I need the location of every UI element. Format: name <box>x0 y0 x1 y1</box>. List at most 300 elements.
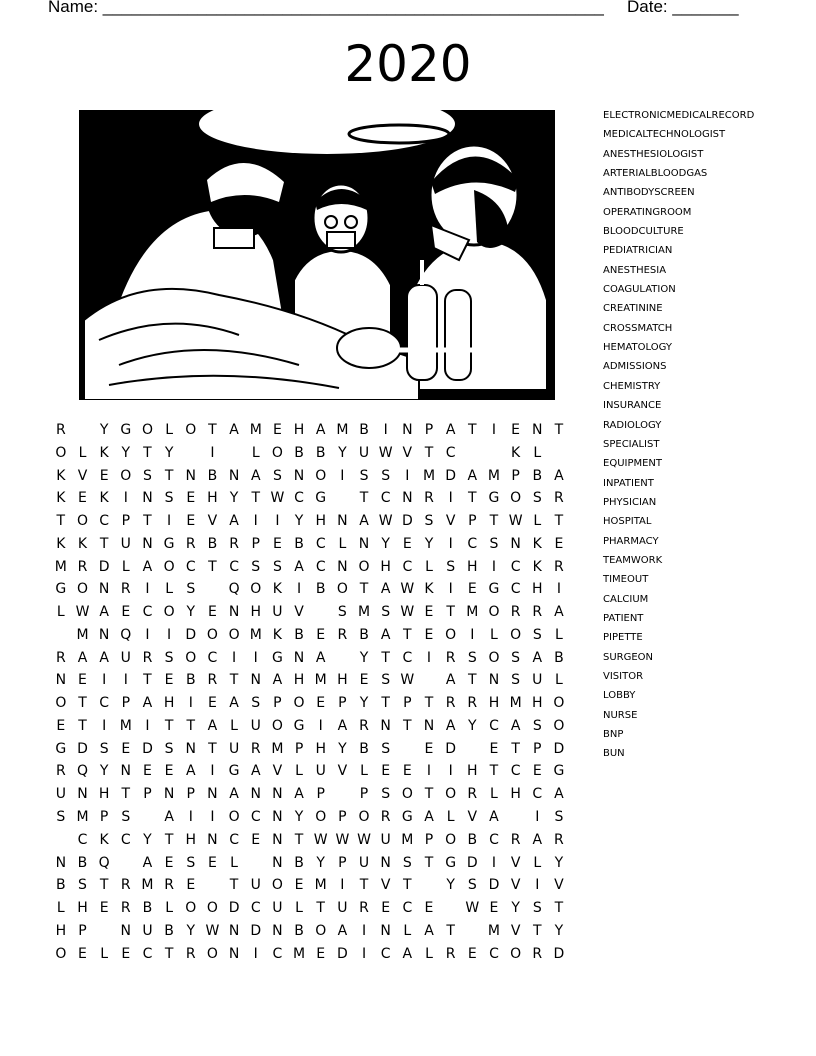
grid-letter[interactable]: O <box>185 900 197 917</box>
grid-letter[interactable]: H <box>510 786 521 803</box>
grid-letter[interactable]: K <box>56 490 66 507</box>
grid-letter[interactable] <box>548 442 570 465</box>
grid-letter[interactable]: I <box>253 945 258 962</box>
grid-letter[interactable]: I <box>102 672 107 689</box>
grid-letter[interactable]: B <box>294 626 304 643</box>
grid-letter[interactable]: M <box>487 922 500 939</box>
grid-letter[interactable]: A <box>445 422 456 438</box>
grid-letter[interactable]: I <box>426 649 432 666</box>
grid-letter[interactable]: R <box>77 558 88 575</box>
grid-letter[interactable]: Y <box>99 422 109 438</box>
grid-letter[interactable]: T <box>99 877 109 894</box>
grid-letter[interactable]: M <box>401 831 414 848</box>
grid-letter[interactable]: U <box>250 877 261 894</box>
grid-letter[interactable]: Q <box>76 763 88 780</box>
grid-letter[interactable]: M <box>509 695 522 712</box>
grid-letter[interactable]: H <box>532 695 543 712</box>
grid-letter[interactable]: C <box>229 558 239 575</box>
grid-letter[interactable]: L <box>230 717 238 734</box>
grid-letter[interactable]: R <box>207 672 218 689</box>
grid-letter[interactable]: T <box>251 490 261 507</box>
grid-letter[interactable]: R <box>120 877 131 894</box>
grid-letter[interactable]: C <box>510 581 521 598</box>
grid-letter[interactable]: L <box>165 900 174 917</box>
grid-letter[interactable]: R <box>359 717 369 734</box>
grid-letter[interactable]: M <box>336 422 349 438</box>
grid-letter[interactable]: R <box>424 490 434 507</box>
grid-letter[interactable]: Y <box>338 444 347 461</box>
grid-letter[interactable]: I <box>253 649 258 666</box>
grid-letter[interactable]: N <box>185 740 196 757</box>
grid-letter[interactable]: H <box>98 786 110 803</box>
grid-letter[interactable]: A <box>99 649 109 666</box>
grid-letter[interactable]: O <box>510 626 522 643</box>
grid-letter[interactable]: U <box>55 786 66 803</box>
grid-letter[interactable]: E <box>78 945 87 962</box>
grid-letter[interactable]: G <box>293 717 305 734</box>
grid-letter[interactable]: E <box>489 740 499 757</box>
grid-letter[interactable]: R <box>164 877 174 894</box>
grid-letter[interactable]: M <box>487 467 500 484</box>
grid-letter[interactable]: S <box>532 717 542 734</box>
grid-letter[interactable]: R <box>185 535 196 552</box>
grid-letter[interactable]: B <box>294 854 304 871</box>
grid-letter[interactable]: B <box>185 672 196 689</box>
grid-letter[interactable]: E <box>294 877 304 894</box>
grid-letter[interactable]: S <box>121 809 131 826</box>
grid-letter[interactable]: T <box>359 581 369 598</box>
grid-letter[interactable]: T <box>446 922 455 939</box>
grid-letter[interactable]: R <box>120 581 131 598</box>
grid-letter[interactable] <box>115 852 137 875</box>
grid-letter[interactable]: Y <box>164 444 174 461</box>
grid-letter[interactable]: S <box>532 490 542 507</box>
grid-letter[interactable]: N <box>55 672 67 689</box>
grid-letter[interactable]: R <box>532 945 543 962</box>
grid-letter[interactable]: R <box>445 649 456 666</box>
grid-letter[interactable]: T <box>208 422 217 438</box>
grid-letter[interactable]: T <box>164 467 174 484</box>
grid-letter[interactable]: E <box>272 422 282 438</box>
grid-letter[interactable]: M <box>314 877 327 894</box>
grid-letter[interactable]: K <box>56 535 66 552</box>
grid-letter[interactable]: S <box>532 900 542 917</box>
grid-letter[interactable]: E <box>359 672 369 689</box>
grid-letter[interactable]: O <box>185 649 197 666</box>
grid-letter[interactable]: E <box>554 535 564 552</box>
grid-letter[interactable]: A <box>272 672 283 689</box>
grid-letter[interactable]: C <box>402 900 413 917</box>
grid-letter[interactable]: D <box>466 854 478 871</box>
grid-letter[interactable]: R <box>55 649 66 666</box>
grid-letter[interactable]: I <box>491 558 497 575</box>
grid-letter[interactable]: O <box>315 467 327 484</box>
grid-letter[interactable]: I <box>383 422 388 438</box>
grid-letter[interactable]: T <box>403 877 412 894</box>
grid-letter[interactable]: A <box>315 649 326 666</box>
grid-letter[interactable] <box>72 419 94 442</box>
grid-letter[interactable]: K <box>56 467 66 484</box>
grid-letter[interactable]: K <box>532 535 542 552</box>
grid-letter[interactable] <box>332 487 354 510</box>
grid-letter[interactable]: S <box>467 877 477 894</box>
grid-letter[interactable]: L <box>446 809 455 826</box>
grid-letter[interactable]: E <box>186 513 196 530</box>
grid-letter[interactable]: H <box>293 672 305 689</box>
grid-letter[interactable]: U <box>142 922 153 939</box>
grid-letter[interactable]: N <box>142 535 153 552</box>
grid-letter[interactable]: O <box>141 422 153 438</box>
grid-letter[interactable]: N <box>337 558 348 575</box>
grid-letter[interactable]: R <box>445 945 456 962</box>
grid-letter[interactable]: C <box>250 809 261 826</box>
grid-letter[interactable]: A <box>532 649 543 666</box>
grid-letter[interactable]: T <box>359 877 369 894</box>
grid-letter[interactable]: H <box>315 740 326 757</box>
grid-letter[interactable] <box>418 874 440 897</box>
grid-letter[interactable]: A <box>424 922 434 939</box>
grid-letter[interactable]: A <box>424 809 434 826</box>
grid-letter[interactable]: D <box>401 513 413 530</box>
grid-letter[interactable]: L <box>295 900 303 917</box>
grid-letter[interactable]: B <box>294 535 304 552</box>
grid-letter[interactable]: H <box>488 695 500 712</box>
grid-letter[interactable]: V <box>445 513 456 530</box>
grid-letter[interactable]: W <box>313 831 328 848</box>
grid-letter[interactable]: O <box>445 786 457 803</box>
grid-letter[interactable]: K <box>272 581 282 598</box>
grid-letter[interactable]: L <box>403 922 412 939</box>
grid-letter[interactable]: C <box>402 558 413 575</box>
grid-letter[interactable]: E <box>164 672 174 689</box>
grid-letter[interactable]: B <box>359 740 369 757</box>
grid-letter[interactable]: A <box>532 831 543 848</box>
grid-letter[interactable]: E <box>121 945 131 962</box>
grid-letter[interactable]: M <box>119 717 132 734</box>
grid-letter[interactable]: V <box>337 763 348 780</box>
grid-letter[interactable]: Y <box>381 535 390 552</box>
grid-letter[interactable]: I <box>296 581 302 598</box>
grid-letter[interactable]: U <box>315 763 326 780</box>
grid-letter[interactable]: I <box>340 877 345 894</box>
grid-letter[interactable] <box>397 738 419 761</box>
grid-letter[interactable]: D <box>77 740 88 757</box>
grid-letter[interactable]: P <box>359 786 369 803</box>
grid-letter[interactable]: C <box>315 558 326 575</box>
grid-letter[interactable]: P <box>316 786 325 803</box>
grid-letter[interactable]: N <box>380 854 391 871</box>
grid-letter[interactable]: U <box>120 649 131 666</box>
grid-letter[interactable]: K <box>77 535 88 552</box>
grid-letter[interactable]: O <box>488 604 500 621</box>
grid-letter[interactable]: T <box>229 672 239 689</box>
grid-letter[interactable]: P <box>424 422 434 438</box>
grid-letter[interactable]: Q <box>98 854 110 871</box>
grid-letter[interactable]: A <box>359 513 369 530</box>
grid-letter[interactable]: I <box>167 513 172 530</box>
grid-letter[interactable]: N <box>358 535 370 552</box>
grid-letter[interactable]: E <box>56 717 66 734</box>
grid-letter[interactable]: P <box>338 854 347 871</box>
grid-letter[interactable]: R <box>554 558 564 575</box>
grid-letter[interactable]: E <box>207 695 217 712</box>
grid-letter[interactable]: T <box>121 786 131 803</box>
grid-letter[interactable]: S <box>381 604 391 621</box>
grid-letter[interactable]: M <box>141 877 154 894</box>
grid-letter[interactable] <box>310 601 332 624</box>
grid-letter[interactable]: U <box>358 444 370 461</box>
grid-letter[interactable]: C <box>467 535 478 552</box>
grid-letter[interactable] <box>461 920 483 943</box>
grid-letter[interactable]: N <box>380 717 391 734</box>
grid-letter[interactable]: A <box>554 604 564 621</box>
grid-letter[interactable]: I <box>340 467 345 484</box>
grid-letter[interactable]: P <box>338 809 347 826</box>
grid-letter[interactable]: Y <box>338 740 347 757</box>
grid-letter[interactable]: E <box>381 763 391 780</box>
grid-letter[interactable]: T <box>99 535 109 552</box>
grid-letter[interactable]: T <box>403 717 412 734</box>
grid-letter[interactable]: I <box>535 877 540 894</box>
grid-letter[interactable]: T <box>554 513 564 530</box>
grid-letter[interactable]: O <box>445 626 457 643</box>
grid-letter[interactable]: N <box>120 763 132 780</box>
grid-letter[interactable]: B <box>315 581 326 598</box>
grid-letter[interactable]: C <box>489 717 499 734</box>
grid-letter[interactable]: P <box>338 695 347 712</box>
grid-letter[interactable]: H <box>185 831 197 848</box>
grid-letter[interactable]: S <box>56 809 66 826</box>
grid-letter[interactable]: A <box>164 809 174 826</box>
grid-letter[interactable]: R <box>510 831 521 848</box>
grid-letter[interactable]: S <box>143 467 152 484</box>
grid-letter[interactable]: O <box>163 604 175 621</box>
grid-letter[interactable]: K <box>99 831 109 848</box>
grid-letter[interactable]: N <box>163 786 175 803</box>
grid-letter[interactable]: I <box>167 626 172 643</box>
grid-letter[interactable]: N <box>293 467 305 484</box>
grid-letter[interactable]: W <box>205 922 220 939</box>
grid-letter[interactable]: N <box>142 490 153 507</box>
grid-letter[interactable]: R <box>250 740 261 757</box>
grid-letter[interactable]: E <box>207 604 217 621</box>
grid-letter[interactable]: H <box>467 558 478 575</box>
grid-letter[interactable]: T <box>468 422 477 438</box>
grid-letter[interactable]: L <box>490 786 498 803</box>
grid-letter[interactable]: E <box>272 535 282 552</box>
grid-letter[interactable]: B <box>207 535 218 552</box>
grid-letter[interactable]: T <box>424 444 434 461</box>
grid-letter[interactable]: N <box>402 490 413 507</box>
grid-letter[interactable] <box>50 829 72 852</box>
grid-letter[interactable]: I <box>145 581 150 598</box>
grid-letter[interactable]: P <box>294 740 304 757</box>
grid-letter[interactable] <box>50 624 72 647</box>
grid-letter[interactable]: D <box>142 740 153 757</box>
grid-letter[interactable]: O <box>228 809 240 826</box>
grid-letter[interactable]: M <box>357 604 371 621</box>
grid-letter[interactable]: K <box>272 626 282 643</box>
grid-letter[interactable]: R <box>55 763 66 780</box>
grid-letter[interactable]: W <box>75 604 90 621</box>
grid-letter[interactable]: I <box>361 945 367 962</box>
grid-letter[interactable]: B <box>532 467 543 484</box>
grid-letter[interactable]: O <box>510 490 522 507</box>
grid-letter[interactable]: D <box>553 740 565 757</box>
grid-letter[interactable]: V <box>272 763 283 780</box>
grid-letter[interactable]: Y <box>121 444 131 461</box>
grid-letter[interactable]: N <box>250 672 261 689</box>
grid-letter[interactable]: I <box>145 717 150 734</box>
grid-letter[interactable]: S <box>164 740 174 757</box>
grid-letter[interactable]: T <box>554 900 564 917</box>
grid-letter[interactable]: U <box>358 854 370 871</box>
grid-letter[interactable]: T <box>164 717 174 734</box>
grid-letter[interactable]: P <box>251 535 260 552</box>
grid-letter[interactable]: C <box>250 900 261 917</box>
grid-letter[interactable]: C <box>532 786 543 803</box>
grid-letter[interactable]: Y <box>316 854 325 871</box>
grid-letter[interactable]: P <box>121 695 131 712</box>
grid-letter[interactable]: I <box>232 649 237 666</box>
grid-letter[interactable] <box>137 806 159 829</box>
grid-letter[interactable]: R <box>359 900 369 917</box>
grid-letter[interactable]: E <box>207 854 217 871</box>
grid-letter[interactable]: U <box>250 717 261 734</box>
grid-letter[interactable]: N <box>228 922 240 939</box>
grid-letter[interactable]: L <box>56 604 65 621</box>
grid-letter[interactable]: E <box>251 831 261 848</box>
grid-letter[interactable] <box>332 783 354 806</box>
grid-letter[interactable]: E <box>424 900 434 917</box>
grid-letter[interactable]: P <box>273 695 282 712</box>
grid-letter[interactable]: A <box>229 786 239 803</box>
grid-letter[interactable]: A <box>554 786 564 803</box>
grid-letter[interactable]: P <box>424 831 434 848</box>
grid-letter[interactable]: I <box>448 535 453 552</box>
grid-letter[interactable]: O <box>271 877 283 894</box>
grid-letter[interactable]: C <box>142 945 153 962</box>
grid-letter[interactable]: H <box>293 422 305 438</box>
grid-letter[interactable]: L <box>533 444 542 461</box>
grid-letter[interactable]: C <box>510 558 521 575</box>
grid-letter[interactable]: T <box>424 854 434 871</box>
grid-letter[interactable]: U <box>272 900 283 917</box>
grid-letter[interactable]: S <box>511 672 521 689</box>
grid-letter[interactable] <box>202 578 224 601</box>
grid-letter[interactable]: K <box>99 444 109 461</box>
grid-letter[interactable]: I <box>470 626 475 643</box>
grid-letter[interactable]: O <box>401 786 413 803</box>
grid-letter[interactable]: H <box>532 581 543 598</box>
grid-letter[interactable]: A <box>554 467 564 484</box>
grid-letter[interactable] <box>483 442 505 465</box>
grid-letter[interactable]: O <box>55 444 67 461</box>
grid-letter[interactable] <box>332 647 354 670</box>
grid-letter[interactable]: M <box>271 740 284 757</box>
grid-letter[interactable]: T <box>489 763 499 780</box>
grid-letter[interactable]: A <box>207 717 218 734</box>
grid-letter[interactable] <box>461 738 483 761</box>
grid-letter[interactable]: G <box>488 490 500 507</box>
grid-letter[interactable]: I <box>188 695 193 712</box>
grid-letter[interactable]: A <box>294 786 304 803</box>
grid-letter[interactable]: U <box>532 672 543 689</box>
grid-letter[interactable]: O <box>76 513 88 530</box>
grid-letter[interactable]: T <box>424 786 434 803</box>
grid-letter[interactable]: Y <box>511 900 520 917</box>
grid-letter[interactable]: U <box>337 900 348 917</box>
grid-letter[interactable]: C <box>380 490 391 507</box>
grid-letter[interactable]: C <box>510 763 521 780</box>
grid-letter[interactable]: A <box>445 717 456 734</box>
grid-letter[interactable]: G <box>163 535 175 552</box>
grid-letter[interactable]: O <box>76 581 88 598</box>
grid-letter[interactable]: G <box>315 490 327 507</box>
grid-letter[interactable]: A <box>229 422 239 438</box>
grid-letter[interactable]: G <box>55 581 67 598</box>
grid-letter[interactable]: S <box>381 467 391 484</box>
grid-letter[interactable]: U <box>228 740 240 757</box>
grid-letter[interactable]: L <box>338 535 347 552</box>
grid-letter[interactable]: N <box>272 809 283 826</box>
grid-letter[interactable]: T <box>532 922 542 939</box>
grid-letter[interactable]: T <box>56 513 66 530</box>
grid-letter[interactable]: N <box>228 945 240 962</box>
grid-letter[interactable]: A <box>337 717 348 734</box>
grid-letter[interactable]: B <box>359 422 369 438</box>
grid-letter[interactable]: N <box>272 922 283 939</box>
grid-letter[interactable]: N <box>98 626 110 643</box>
grid-letter[interactable]: N <box>185 467 196 484</box>
grid-letter[interactable]: A <box>250 763 261 780</box>
grid-letter[interactable]: O <box>271 444 283 461</box>
grid-letter[interactable]: S <box>381 786 391 803</box>
grid-letter[interactable]: S <box>359 467 369 484</box>
grid-letter[interactable]: M <box>314 672 327 689</box>
grid-letter[interactable]: I <box>253 513 258 530</box>
grid-letter[interactable]: S <box>186 581 196 598</box>
grid-letter[interactable]: M <box>54 558 67 575</box>
grid-letter[interactable]: Y <box>446 877 455 894</box>
grid-letter[interactable]: S <box>532 626 542 643</box>
grid-letter[interactable]: R <box>229 535 239 552</box>
grid-letter[interactable]: S <box>489 535 499 552</box>
grid-letter[interactable]: R <box>554 490 564 507</box>
grid-letter[interactable] <box>245 852 267 875</box>
grid-letter[interactable]: N <box>532 422 543 438</box>
grid-letter[interactable]: N <box>272 854 283 871</box>
grid-letter[interactable]: V <box>510 922 521 939</box>
grid-letter[interactable]: E <box>489 900 499 917</box>
grid-letter[interactable]: A <box>489 809 499 826</box>
grid-letter[interactable]: I <box>145 626 150 643</box>
grid-letter[interactable]: C <box>77 831 88 848</box>
grid-letter[interactable]: S <box>381 740 391 757</box>
grid-letter[interactable]: W <box>357 831 371 848</box>
grid-letter[interactable]: T <box>164 945 174 962</box>
grid-letter[interactable]: T <box>78 695 87 712</box>
grid-letter[interactable]: L <box>56 900 65 917</box>
grid-letter[interactable]: S <box>164 490 174 507</box>
grid-letter[interactable]: L <box>425 558 433 575</box>
grid-letter[interactable]: O <box>315 809 327 826</box>
grid-letter[interactable]: E <box>424 740 434 757</box>
grid-letter[interactable]: O <box>228 626 240 643</box>
grid-letter[interactable]: M <box>76 626 89 643</box>
grid-letter[interactable]: E <box>316 945 326 962</box>
grid-letter[interactable]: E <box>143 763 152 780</box>
